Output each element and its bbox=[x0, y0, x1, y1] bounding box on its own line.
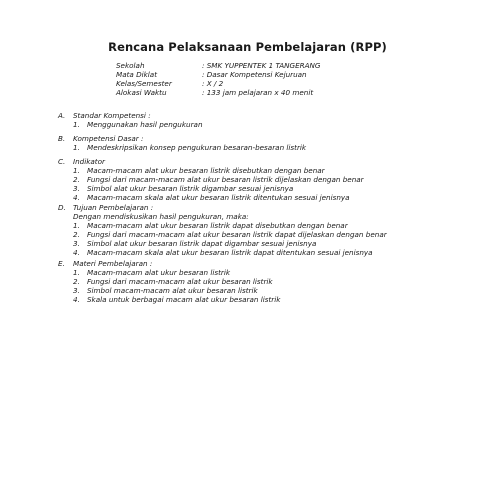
list-item bbox=[58, 184, 364, 193]
item-text: Menggunakan hasil pengukuran bbox=[87, 120, 203, 129]
item-number: 2. bbox=[73, 277, 80, 286]
list-item bbox=[58, 230, 387, 239]
item-text: Fungsi dari macam-macam alat ukur besaran listrik dapat dijelaskan dengan benar bbox=[87, 230, 387, 239]
item-text: Skala untuk berbagai macam alat ukur besaran listrik bbox=[87, 295, 281, 304]
item-number: 1. bbox=[73, 143, 80, 152]
list-item bbox=[58, 239, 387, 248]
list-item bbox=[58, 248, 387, 257]
item-text: Mendeskripsikan konsep pengukuran besaran-besaran listrik bbox=[87, 143, 307, 152]
list-item bbox=[58, 193, 364, 202]
item-number: 3. bbox=[73, 286, 80, 295]
item-text: Simbol macam-macam alat ukur besaran listrik bbox=[87, 286, 258, 295]
list-item bbox=[58, 120, 203, 129]
list-item bbox=[58, 166, 364, 175]
meta-value: : X / 2 bbox=[202, 79, 224, 88]
meta-label: Kelas/Semester bbox=[116, 79, 172, 88]
item-text: Simbol alat ukur besaran listrik digambar sesuai jenisnya bbox=[87, 184, 294, 193]
section-letter: D. bbox=[58, 203, 66, 212]
meta-row bbox=[116, 61, 320, 70]
section-heading bbox=[58, 111, 203, 120]
item-text: Fungsi dari macam-macam alat ukur besaran listrik dijelaskan dengan benar bbox=[87, 175, 364, 184]
section-title: Materi Pembelajaran : bbox=[73, 259, 153, 268]
section-heading bbox=[58, 134, 306, 143]
list-item bbox=[58, 277, 280, 286]
item-number: 3. bbox=[73, 184, 80, 193]
section-kompetensi-dasar bbox=[58, 134, 306, 152]
item-number: 2. bbox=[73, 230, 80, 239]
list-item bbox=[58, 295, 280, 304]
item-number: 2. bbox=[73, 175, 80, 184]
item-number: 1. bbox=[73, 120, 80, 129]
item-number: 3. bbox=[73, 239, 80, 248]
list-item bbox=[58, 175, 364, 184]
list-item bbox=[58, 143, 306, 152]
section-letter: B. bbox=[58, 134, 66, 143]
list-item bbox=[58, 286, 280, 295]
section-intro: Dengan mendiskusikan hasil pengukuran, maka: bbox=[73, 212, 249, 221]
section-letter: C. bbox=[58, 157, 66, 166]
section-title: Indikator bbox=[73, 157, 105, 166]
item-text: Fungsi dari macam-macam alat ukur besaran listrik bbox=[87, 277, 273, 286]
section-indikator bbox=[58, 157, 364, 202]
meta-value: : 133 jam pelajaran x 40 menit bbox=[202, 88, 314, 97]
section-heading bbox=[58, 203, 387, 212]
item-text: Macam-macam alat ukur besaran listrik disebutkan dengan benar bbox=[87, 166, 325, 175]
meta-row bbox=[116, 88, 320, 97]
meta-label: Alokasi Waktu bbox=[116, 88, 167, 97]
list-item bbox=[58, 268, 280, 277]
item-number: 1. bbox=[73, 166, 80, 175]
item-number: 1. bbox=[73, 221, 80, 230]
item-text: Macam-macam alat ukur besaran listrik bbox=[87, 268, 231, 277]
list-item bbox=[58, 221, 387, 230]
item-text: Macam-macam skala alat ukur besaran listrik ditentukan sesuai jenisnya bbox=[87, 193, 350, 202]
item-number: 4. bbox=[73, 295, 80, 304]
section-tujuan-pembelajaran bbox=[58, 203, 387, 257]
item-text: Macam-macam skala alat ukur besaran listrik dapat ditentukan sesuai jenisnya bbox=[87, 248, 373, 257]
meta-label: Sekolah bbox=[116, 61, 145, 70]
document-title: Rencana Pelaksanaan Pembelajaran (RPP) bbox=[108, 40, 387, 54]
meta-row bbox=[116, 79, 320, 88]
item-number: 1. bbox=[73, 268, 80, 277]
item-text: Simbol alat ukur besaran listrik dapat digambar sesuai jenisnya bbox=[87, 239, 317, 248]
meta-block bbox=[116, 61, 320, 97]
item-text: Macam-macam alat ukur besaran listrik dapat disebutkan dengan benar bbox=[87, 221, 348, 230]
section-letter: E. bbox=[58, 259, 65, 268]
section-materi-pembelajaran bbox=[58, 259, 280, 304]
section-letter: A. bbox=[58, 111, 66, 120]
section-title: Tujuan Pembelajaran : bbox=[73, 203, 154, 212]
meta-value: : SMK YUPPENTEK 1 TANGERANG bbox=[202, 61, 321, 70]
meta-value: : Dasar Kompetensi Kejuruan bbox=[202, 70, 307, 79]
meta-row bbox=[116, 70, 320, 79]
meta-label: Mata Diklat bbox=[116, 70, 158, 79]
section-title: Kompetensi Dasar : bbox=[73, 134, 144, 143]
section-heading bbox=[58, 157, 364, 166]
section-standar-kompetensi bbox=[58, 111, 203, 129]
item-number: 4. bbox=[73, 248, 80, 257]
section-heading bbox=[58, 259, 280, 268]
item-number: 4. bbox=[73, 193, 80, 202]
section-title: Standar Kompetensi : bbox=[73, 111, 151, 120]
